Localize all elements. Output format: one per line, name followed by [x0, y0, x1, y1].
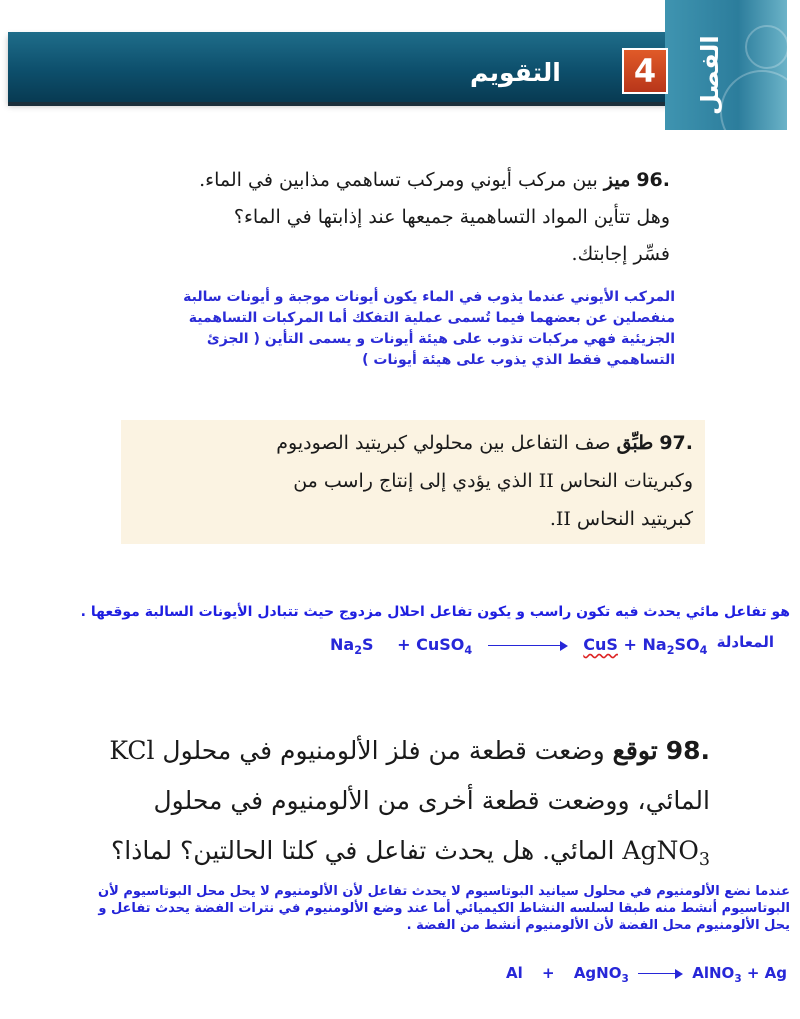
question-97-line-3: كبريتيد النحاس II.	[549, 508, 693, 530]
reactant-1: Al	[506, 964, 523, 982]
question-text: وضعت قطعة من فلز الألومنيوم في محلول KCl	[109, 736, 605, 765]
question-text: صف التفاعل بين محلولي كبريتيد الصوديوم	[276, 432, 611, 454]
answer-98	[0, 883, 790, 934]
question-text: بين مركب أيوني ومركب تساهمي مذابين في الماء.	[199, 169, 598, 191]
equation-97	[330, 635, 707, 657]
question-number: 98.	[665, 736, 710, 765]
answer-line: منفصلين عن بعضهما فيما تُسمى عملية التفكك أما المركبات التساهمية	[188, 310, 675, 326]
answer-96	[75, 287, 675, 371]
answer-line: المركب الأيوني عندما يذوب في الماء يكون أيونات موجبة و أيونات سالبة	[183, 289, 675, 305]
question-98-line-3	[90, 826, 710, 885]
chapter-number-badge: 4	[622, 48, 668, 94]
question-keyword: توقع	[612, 736, 658, 765]
reaction-arrow-icon	[638, 969, 683, 979]
plus-sign: +	[623, 635, 637, 654]
question-97-line-2: وكبريتات النحاس II الذي يؤدي إلى إنتاج راسب من	[293, 470, 693, 492]
product-2: $Na_2SO_4$	[642, 635, 708, 658]
product-1: AlNO$_3$	[692, 964, 742, 985]
question-96-line-2: وهل تتأين المواد التساهمية جميعها عند إذابتها في الماء؟	[233, 206, 670, 228]
chemical-formula: AgNO$_3$	[622, 836, 710, 870]
question-96-line-1	[110, 162, 670, 199]
chapter-header	[0, 0, 800, 115]
question-97	[121, 420, 705, 544]
answer-line: الجزيئية فهي مركبات تذوب على هيئة أيونات و يسمى التأين ( الجزئ	[206, 331, 675, 347]
question-96	[110, 162, 670, 273]
question-98-line-1	[90, 726, 710, 776]
equation-label: المعادلة	[716, 633, 774, 651]
answer-line: التساهمي فقط الذي يذوب على هيئة أيونات )	[362, 352, 675, 368]
question-98-line-2: المائي، ووضعت قطعة أخرى من الألومنيوم في محلول	[153, 786, 710, 815]
question-number: 97.	[659, 432, 693, 454]
reactant-1: $Na_2S$	[330, 635, 374, 658]
question-keyword: ميز	[603, 169, 631, 191]
reaction-arrow-icon	[488, 641, 568, 651]
question-number: 96.	[636, 169, 670, 191]
question-keyword: طبِّق	[616, 432, 654, 454]
chapter-label: الفصل	[696, 35, 724, 115]
equation-98	[506, 964, 787, 985]
answer-97	[10, 600, 790, 624]
section-title: التقويم	[470, 57, 561, 87]
question-97-line-1	[133, 424, 693, 462]
question-text: المائي. هل يحدث تفاعل في كلتا الحالتين؟ لماذا؟	[111, 836, 615, 865]
answer-line: البوتاسيوم أنشط منه طبقا لسلسه النشاط الكيميائي أما عند وضع الألومنيوم في نترات الفضة يحدث تفاعل و	[98, 901, 790, 916]
question-98	[90, 726, 710, 885]
answer-line: يحل الألومنيوم محل الفضة لأن الألومنيوم أنشط من الفضة .	[406, 918, 790, 933]
reactant-2: CuSO$_4$	[416, 635, 473, 658]
reactant-2: AgNO$_3$	[573, 964, 629, 985]
question-96-line-3: فسِّر إجابتك.	[571, 243, 670, 265]
answer-line: هو تفاعل مائي يحدث فيه تكون راسب و يكون تفاعل احلال مزدوج حيث تتبادل الأيونات السالبة موقعها .	[80, 604, 790, 620]
plus-sign: +	[746, 964, 760, 982]
plus-sign: +	[397, 635, 411, 654]
answer-line: عندما نضع الألومنيوم في محلول سيانيد البوتاسيوم لا يحدث تفاعل لأن الألومنيوم لا يحل محل البوتاسيوم لأن	[98, 884, 790, 899]
product-1: CuS	[583, 635, 618, 654]
plus-sign: +	[542, 964, 555, 982]
product-2: Ag	[764, 964, 788, 982]
